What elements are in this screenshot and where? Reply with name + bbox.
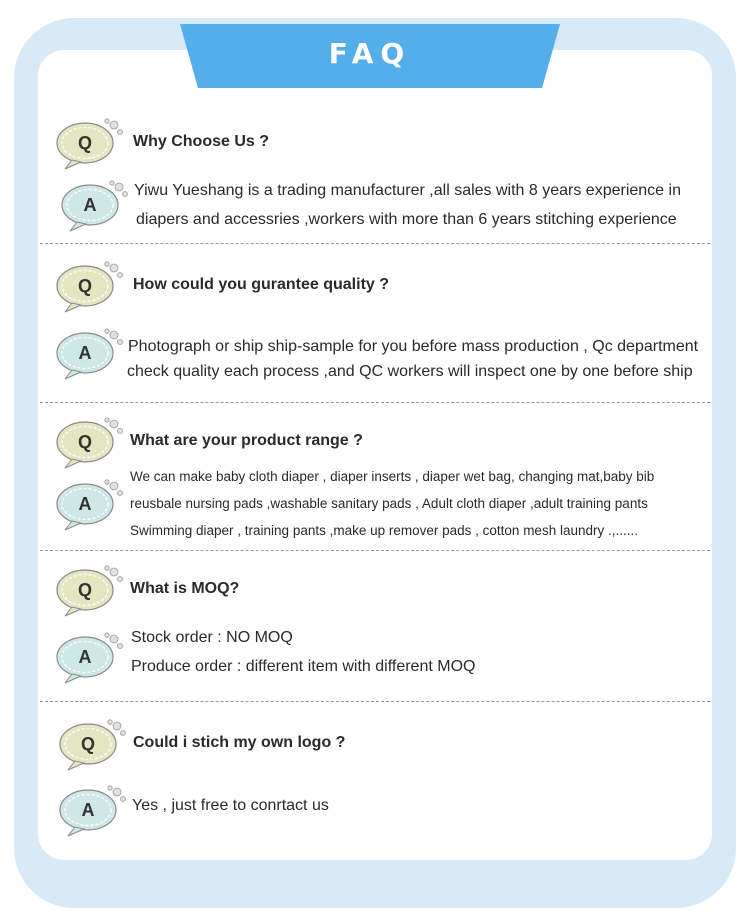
divider <box>40 402 710 403</box>
a-bubble-icon <box>52 630 126 686</box>
faq-answer-3: We can make baby cloth diaper , diaper inserts , diaper wet bag, changing mat,baby bib reusbale nursing pads ,washable sanitary pads , Adult cloth diaper ,adult training pants Swimming diaper , training pants ,make up remover pads , cotton mesh laundry .,...... <box>130 469 655 538</box>
svg-text:Q: Q <box>77 432 93 452</box>
q-bubble-icon <box>52 259 126 315</box>
faq-answer-4: Stock order : NO MOQ Produce order : different item with different MOQ <box>131 629 476 675</box>
svg-text:Q: Q <box>77 580 93 600</box>
a-bubble-icon <box>52 477 126 533</box>
a-bubble-icon <box>55 783 129 839</box>
q-bubble-icon <box>52 415 126 471</box>
page-title: FAQ <box>328 37 412 70</box>
q-bubble-icon <box>52 563 126 619</box>
q-bubble-icon <box>55 717 129 773</box>
faq-answer-2: Photograph or ship ship-sample for you before mass production , Qc department check quality each process ,and QC workers will inspect one by one before ship <box>127 338 699 380</box>
faq-question-1: Why Choose Us ? <box>133 133 270 150</box>
q-bubble-icon <box>52 116 126 172</box>
faq-answer-5: Yes , just free to conrtact us <box>132 797 329 814</box>
svg-text:A: A <box>78 494 92 514</box>
svg-text:Q: Q <box>77 133 93 153</box>
a-bubble-icon <box>57 178 131 234</box>
faq-question-3: What are your product range ? <box>130 432 363 449</box>
faq-question-2: How could you gurantee quality ? <box>133 276 390 293</box>
divider <box>40 550 710 551</box>
svg-text:A: A <box>78 343 92 363</box>
svg-text:A: A <box>83 195 97 215</box>
svg-text:A: A <box>81 800 95 820</box>
divider <box>40 701 710 702</box>
faq-question-4: What is MOQ? <box>130 580 240 597</box>
faq-answer-1: Yiwu Yueshang is a trading manufacturer ,all sales with 8 years experience in diapers and accessries ,workers with more than 6 years stitching experience <box>134 182 681 228</box>
svg-text:Q: Q <box>77 276 93 296</box>
svg-text:Q: Q <box>80 734 96 754</box>
faq-question-5: Could i stich my own logo ? <box>133 734 346 751</box>
a-bubble-icon <box>52 326 126 382</box>
svg-text:A: A <box>78 647 92 667</box>
divider <box>40 243 710 244</box>
